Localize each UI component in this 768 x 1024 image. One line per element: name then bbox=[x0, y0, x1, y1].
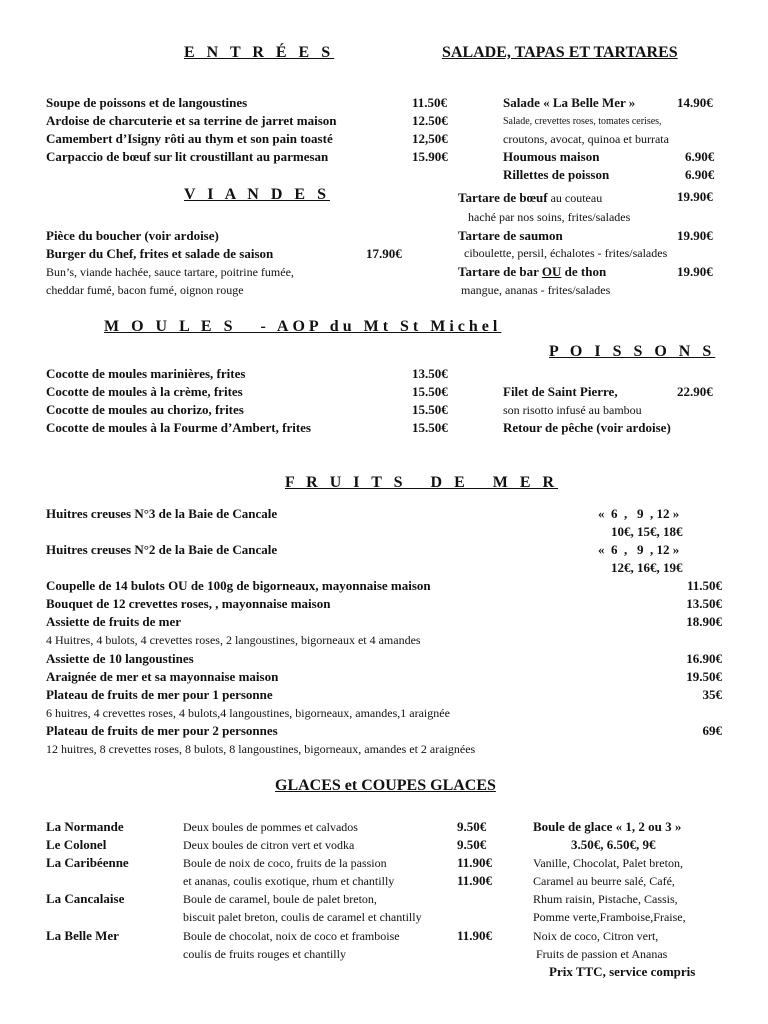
fruits-de-mer-item-name: Assiette de fruits de mer bbox=[46, 614, 182, 629]
poisson-retour-peche: Retour de pêche (voir ardoise) bbox=[503, 420, 671, 435]
coupe-desc: biscuit palet breton, coulis de caramel et chantilly bbox=[183, 910, 422, 924]
entree-item-name: Camembert d’Isigny rôti au thym et son pain toasté bbox=[46, 131, 333, 146]
heading-viandes: V I A N D E S bbox=[184, 186, 330, 203]
fruits-de-mer-item-name: Araignée de mer et sa mayonnaise maison bbox=[46, 669, 279, 684]
coupe-price: 11.90€ bbox=[457, 928, 493, 943]
fruits-de-mer-item-price: 18.90€ bbox=[686, 614, 722, 629]
boule-de-glace-prices: 3.50€, 6.50€, 9€ bbox=[571, 837, 656, 852]
entree-item-price: 11.50€ bbox=[412, 95, 448, 110]
tartare-boeuf-name: Tartare de bœuf bbox=[458, 190, 548, 205]
fruits-de-mer-item-name: Plateau de fruits de mer pour 1 personne bbox=[46, 687, 273, 702]
flavour-line: Pomme verte,Framboise,Fraise, bbox=[533, 910, 686, 924]
fruits-de-mer-item-price: 11.50€ bbox=[686, 578, 722, 593]
heading-poissons: P O I S S O N S bbox=[549, 343, 716, 360]
heading-entrees: E N T R É E S bbox=[184, 44, 335, 61]
coupe-name: La Caribéenne bbox=[46, 855, 129, 870]
tartare-bar-price: 19.90€ bbox=[677, 264, 713, 279]
viande-piece-boucher: Pièce du boucher (voir ardoise) bbox=[46, 228, 219, 243]
fruits-de-mer-item-name: Coupelle de 14 bulots OU de 100g de bigorneaux, mayonnaise maison bbox=[46, 578, 431, 593]
coupe-name: La Belle Mer bbox=[46, 928, 119, 943]
assiette-fruits-de-mer-desc: 4 Huitres, 4 bulots, 4 crevettes roses, 2 langoustines, bigorneaux et 4 amandes bbox=[46, 633, 421, 647]
coupe-name: Le Colonel bbox=[46, 837, 107, 852]
entree-item-price: 12,50€ bbox=[412, 131, 448, 146]
poisson-filet-desc: son risotto infusé au bambou bbox=[503, 403, 642, 417]
rillettes-price: 6.90€ bbox=[685, 167, 715, 182]
huitres-n2-name: Huitres creuses N°2 de la Baie de Cancale bbox=[46, 542, 278, 557]
salade-belle-mer-desc: croutons, avocat, quinoa et burrata bbox=[503, 132, 669, 146]
entree-item-price: 15.90€ bbox=[412, 149, 448, 164]
heading-fruits-de-mer: F R U I T S D E M E R bbox=[285, 474, 559, 491]
fruits-de-mer-item-price: 16.90€ bbox=[686, 651, 722, 666]
moules-item-name: Cocotte de moules à la crème, frites bbox=[46, 384, 243, 399]
coupe-desc: Boule de chocolat, noix de coco et framboise bbox=[183, 929, 400, 943]
moules-item-price: 15.50€ bbox=[412, 420, 448, 435]
entree-item-name: Soupe de poissons et de langoustines bbox=[46, 95, 248, 110]
coupe-price: 9.50€ bbox=[457, 819, 487, 834]
poisson-filet-price: 22.90€ bbox=[677, 384, 713, 399]
tartare-boeuf-price: 19.90€ bbox=[677, 189, 713, 204]
poisson-filet-name: Filet de Saint Pierre, bbox=[503, 384, 618, 399]
coupe-name: La Cancalaise bbox=[46, 891, 125, 906]
tartare-boeuf-desc: haché par nos soins, frites/salades bbox=[468, 210, 631, 224]
tartare-bar-a: Tartare de bar bbox=[458, 264, 542, 279]
entree-item-name: Ardoise de charcuterie et sa terrine de jarret maison bbox=[46, 113, 337, 128]
huitres-n3-name: Huitres creuses N°3 de la Baie de Cancale bbox=[46, 506, 278, 521]
fruits-de-mer-item-name: Plateau de fruits de mer pour 2 personnes bbox=[46, 723, 278, 738]
moules-item-price: 15.50€ bbox=[412, 402, 448, 417]
tartare-boeuf-extra: au couteau bbox=[547, 191, 603, 205]
coupe-desc: Boule de caramel, boule de palet breton, bbox=[183, 892, 377, 906]
flavour-line: Rhum raisin, Pistache, Cassis, bbox=[533, 892, 678, 906]
houmous-price: 6.90€ bbox=[685, 149, 715, 164]
huitres-n3-sizes: « 6 , 9 , 12 » bbox=[598, 506, 680, 521]
moules-item-price: 13.50€ bbox=[412, 366, 448, 381]
coupe-price: 11.90€ bbox=[457, 873, 493, 888]
entree-item-name: Carpaccio de bœuf sur lit croustillant au parmesan bbox=[46, 149, 329, 164]
coupe-desc: coulis de fruits rouges et chantilly bbox=[183, 947, 346, 961]
coupe-desc: Deux boules de pommes et calvados bbox=[183, 820, 358, 834]
boule-de-glace-title: Boule de glace « 1, 2 ou 3 » bbox=[533, 819, 682, 834]
tartare-bar-ou: OU bbox=[541, 264, 562, 279]
coupe-desc: et ananas, coulis exotique, rhum et chantilly bbox=[183, 874, 395, 888]
moules-item-name: Cocotte de moules marinières, frites bbox=[46, 366, 246, 381]
flavour-line: Vanille, Chocolat, Palet breton, bbox=[533, 856, 683, 870]
fruits-de-mer-item-price: 13.50€ bbox=[686, 596, 722, 611]
flavour-line: Fruits de passion et Ananas bbox=[533, 947, 668, 961]
entree-item-price: 12.50€ bbox=[412, 113, 448, 128]
flavour-line: Noix de coco, Citron vert, bbox=[533, 929, 659, 943]
heading-salade-tapas-tartares: SALADE, TAPAS ET TARTARES bbox=[442, 44, 678, 61]
tartare-bar-desc: mangue, ananas - frites/salades bbox=[461, 283, 611, 297]
viande-burger-desc: cheddar fumé, bacon fumé, oignon rouge bbox=[46, 283, 244, 297]
moules-item-name: Cocotte de moules au chorizo, frites bbox=[46, 402, 244, 417]
rillettes-name: Rillettes de poisson bbox=[503, 167, 610, 182]
coupe-price: 11.90€ bbox=[457, 855, 493, 870]
plateau-1-desc: 6 huitres, 4 crevettes roses, 4 bulots,4 langoustines, bigorneaux, amandes,1 araignée bbox=[46, 706, 450, 720]
salade-belle-mer-price: 14.90€ bbox=[677, 95, 713, 110]
fruits-de-mer-item-price: 19.50€ bbox=[686, 669, 722, 684]
coupe-desc: Deux boules de citron vert et vodka bbox=[183, 838, 355, 852]
tartare-bar-b: de thon bbox=[561, 264, 607, 279]
heading-moules: M O U L E S - AOP du Mt St Michel bbox=[104, 318, 502, 335]
viande-burger-price: 17.90€ bbox=[366, 246, 402, 261]
coupe-desc: Boule de noix de coco, fruits de la passion bbox=[183, 856, 387, 870]
fruits-de-mer-item-name: Bouquet de 12 crevettes roses, , mayonnaise maison bbox=[46, 596, 331, 611]
footer-prix-ttc: Prix TTC, service compris bbox=[549, 964, 696, 979]
flavour-line: Caramel au beurre salé, Café, bbox=[533, 874, 675, 888]
tartare-saumon-price: 19.90€ bbox=[677, 228, 713, 243]
coupe-price: 9.50€ bbox=[457, 837, 487, 852]
plateau-2-desc: 12 huitres, 8 crevettes roses, 8 bulots, 8 langoustines, bigorneaux, amandes et 2 araignées bbox=[46, 742, 476, 756]
heading-glaces: GLACES et COUPES GLACES bbox=[275, 777, 496, 794]
huitres-n2-sizes: « 6 , 9 , 12 » bbox=[598, 542, 680, 557]
moules-item-name: Cocotte de moules à la Fourme d’Ambert, frites bbox=[46, 420, 311, 435]
fruits-de-mer-item-price: 35€ bbox=[702, 687, 722, 702]
viande-burger-name: Burger du Chef, frites et salade de saison bbox=[46, 246, 274, 261]
fruits-de-mer-item-name: Assiette de 10 langoustines bbox=[46, 651, 194, 666]
tartare-boeuf bbox=[458, 189, 602, 207]
salade-belle-mer-desc: Salade, crevettes roses, tomates cerises, bbox=[503, 116, 662, 127]
moules-item-price: 15.50€ bbox=[412, 384, 448, 399]
viande-burger-desc: Bun’s, viande hachée, sauce tartare, poitrine fumée, bbox=[46, 265, 294, 279]
coupe-name: La Normande bbox=[46, 819, 124, 834]
tartare-bar-name bbox=[458, 264, 606, 280]
salade-belle-mer-name: Salade « La Belle Mer » bbox=[503, 95, 636, 110]
fruits-de-mer-item-price: 69€ bbox=[702, 723, 722, 738]
houmous-name: Houmous maison bbox=[503, 149, 600, 164]
huitres-n2-prices: 12€, 16€, 19€ bbox=[611, 560, 683, 575]
huitres-n3-prices: 10€, 15€, 18€ bbox=[611, 524, 683, 539]
tartare-saumon-desc: ciboulette, persil, échalotes - frites/salades bbox=[464, 246, 668, 260]
tartare-saumon-name: Tartare de saumon bbox=[458, 228, 563, 243]
